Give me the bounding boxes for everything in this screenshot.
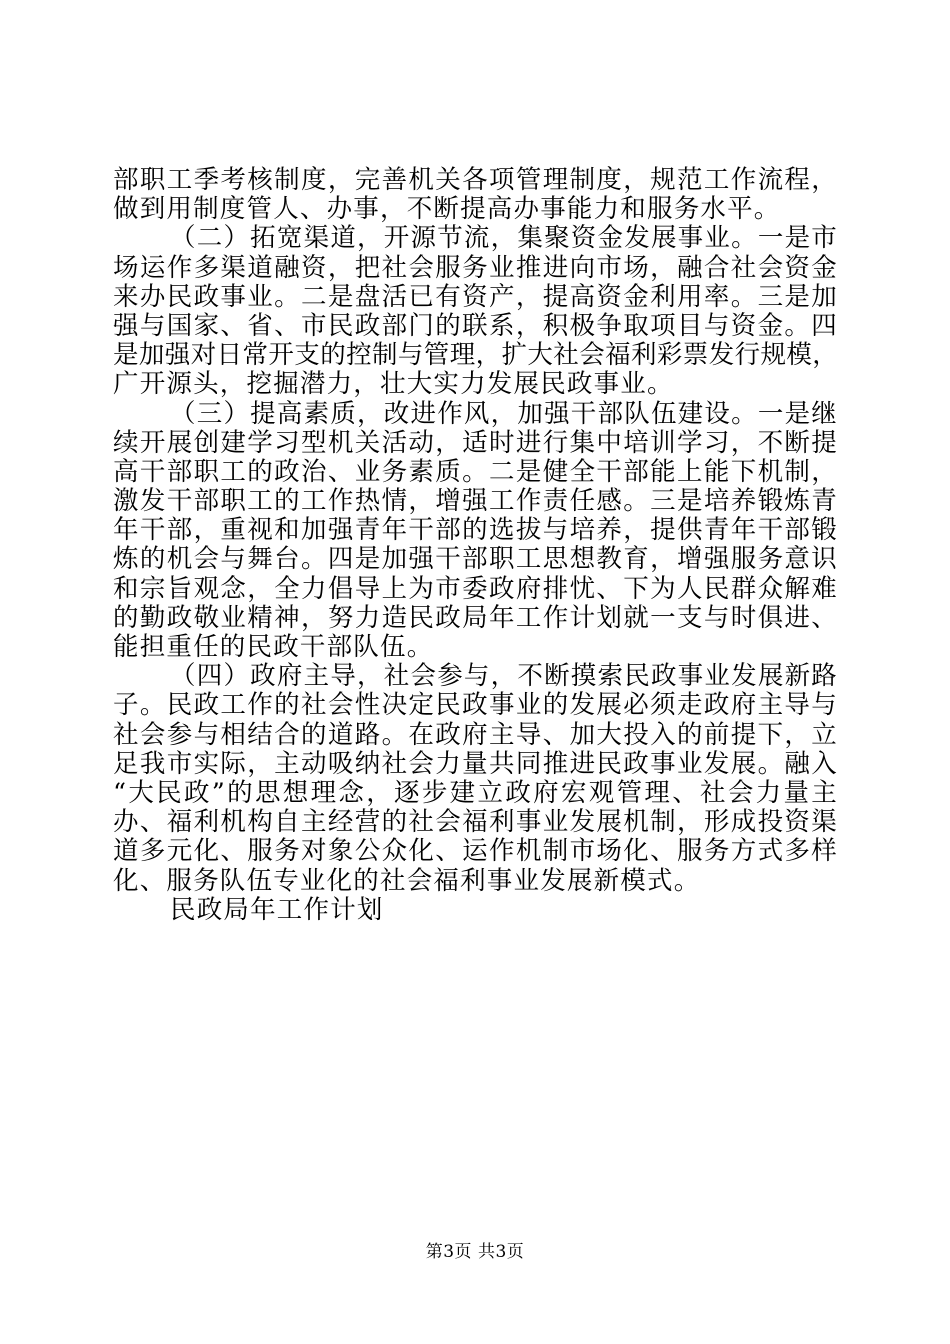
text-line: 续开展创建学习型机关活动，适时进行集中培训学习，不断提: [113, 427, 838, 458]
text-line: 场运作多渠道融资，把社会服务业推进向市场，融合社会资金: [113, 252, 838, 283]
page-number-footer: 第3页 共3页: [425, 1242, 525, 1262]
text-line: 化、服务队伍专业化的社会福利事业发展新模式。: [113, 865, 701, 896]
text-line: 是加强对日常开支的控制与管理，扩大社会福利彩票发行规模，: [113, 340, 839, 371]
text-line: 部职工季考核制度，完善机关各项管理制度，规范工作流程，: [113, 165, 838, 195]
text-line: 来办民政事业。二是盘活已有资产，提高资金利用率。三是加: [113, 281, 838, 312]
paragraph-heading-line: （二）拓宽渠道，开源节流，集聚资金发展事业。一是市: [170, 223, 838, 254]
text-line: 强与国家、省、市民政部门的联系，积极争取项目与资金。四: [113, 310, 838, 341]
closing-title-line: 民政局年工作计划: [170, 894, 384, 925]
text-line: 的勤政敬业精神，努力造民政局年工作计划就一支与时俱进、: [113, 602, 838, 633]
text-line: 广开源头，挖掘潜力，壮大实力发展民政事业。: [113, 369, 674, 400]
text-line: 和宗旨观念，全力倡导上为市委政府排忧、下为人民群众解难: [113, 573, 838, 604]
text-line: “大民政”的思想理念，逐步建立政府宏观管理、社会力量主: [113, 777, 838, 808]
paragraph-heading-line: （四）政府主导，社会参与，不断摸索民政事业发展新路: [170, 661, 838, 692]
text-line: 做到用制度管人、办事，不断提高办事能力和服务水平。: [113, 194, 781, 225]
paragraph-heading-line: （三）提高素质，改进作风，加强干部队伍建设。一是继: [170, 398, 838, 429]
text-line: 社会参与相结合的道路。在政府主导、加大投入的前提下，立: [113, 719, 838, 750]
text-line: 足我市实际，主动吸纳社会力量共同推进民政事业发展。融入: [113, 748, 838, 779]
document-body: [113, 166, 838, 925]
text-line: 能担重任的民政干部队伍。: [113, 632, 434, 662]
text-line: 子。民政工作的社会性决定民政事业的发展必须走政府主导与: [113, 690, 838, 721]
text-line: 炼的机会与舞台。四是加强干部职工思想教育，增强服务意识: [113, 544, 838, 575]
text-line: 年干部，重视和加强青年干部的选拔与培养，提供青年干部锻: [113, 515, 838, 546]
text-line: 高干部职工的政治、业务素质。二是健全干部能上能下机制，: [113, 456, 838, 487]
text-line: 办、福利机构自主经营的社会福利事业发展机制，形成投资渠: [113, 807, 838, 838]
text-line: 激发干部职工的工作热情，增强工作责任感。三是培养锻炼青: [113, 486, 838, 517]
text-line: 道多元化、服务对象公众化、运作机制市场化、服务方式多样: [113, 836, 838, 867]
